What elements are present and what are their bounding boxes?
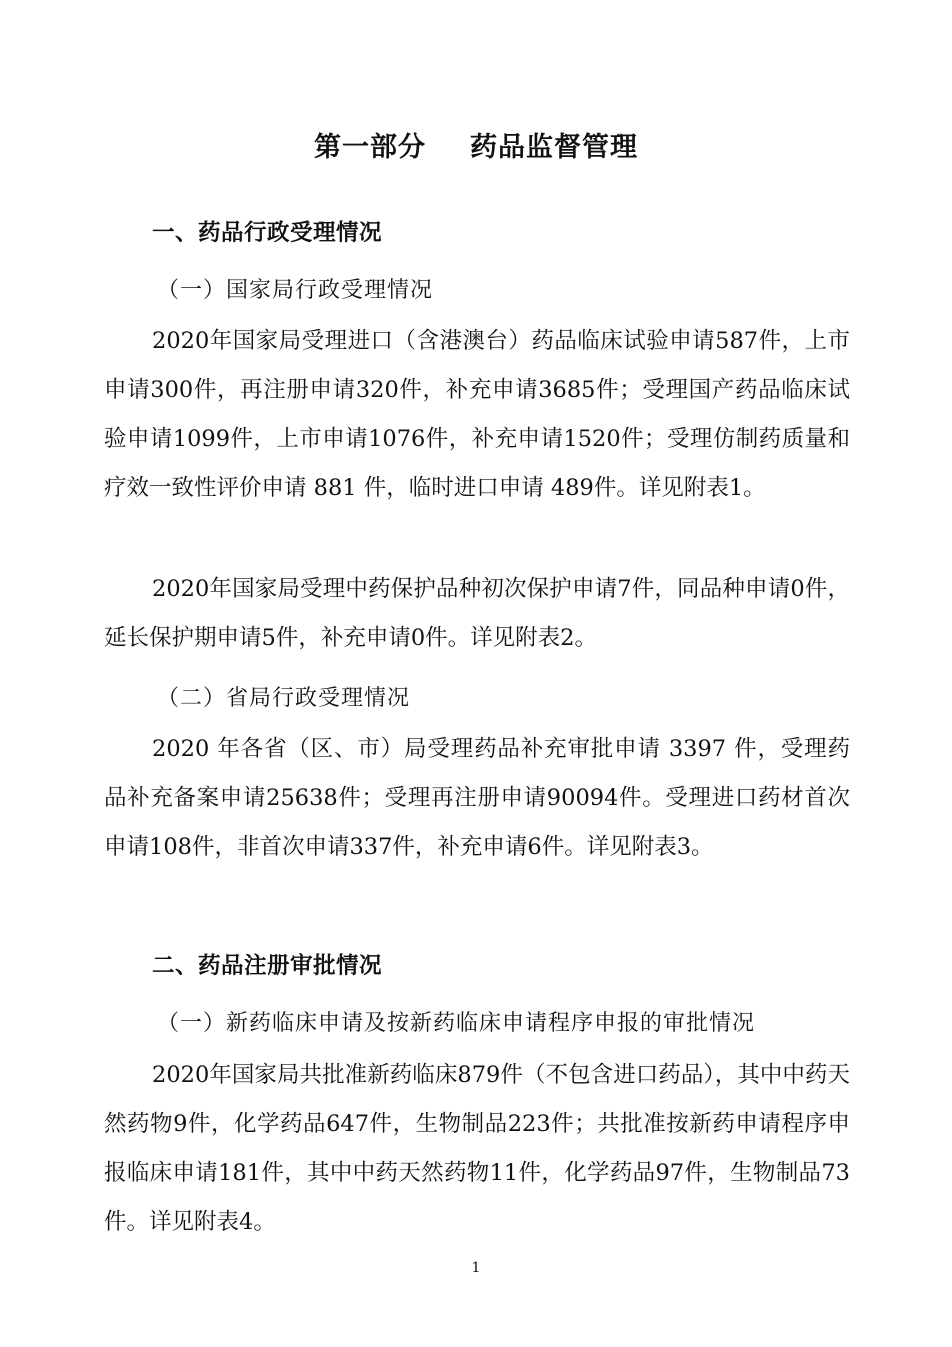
paragraph-2-1-1: 2020年国家局共批准新药临床879件（不包含进口药品），其中中药天然药物9件，化学药品647件，生物制品223件；共批准按新药申请程序申报临床申请181件，其中中药天然药物11件，化学药品97件，生物制品73件。详见附表4。 bbox=[104, 1062, 850, 1235]
paragraph-1-2-1: 2020 年各省（区、市）局受理药品补充审批申请 3397 件，受理药品补充备案申请25638件；受理再注册申请90094件。受理进口药材首次申请108件，非首次申请337件，补充申请6件。详见附表3。 bbox=[104, 736, 850, 860]
subsection-heading-1-2: （二）省局行政受理情况 bbox=[157, 686, 411, 711]
paragraph-1-1-1: 2020年国家局受理进口（含港澳台）药品临床试验申请587件，上市申请300件，再注册申请320件，补充申请3685件；受理国产药品临床试验申请1099件，上市申请1076件，补充申请1520件；受理仿制药质量和疗效一致性评价申请 881 件，临时进口申请 489件。详见附表1。 bbox=[104, 328, 850, 501]
subsection-heading-1-1: （一）国家局行政受理情况 bbox=[157, 278, 434, 303]
section-heading-1: 一、药品行政受理情况 bbox=[152, 220, 383, 246]
title-part: 第一部分 bbox=[314, 132, 426, 163]
subsection-heading-2-1: （一）新药临床申请及按新药临床申请程序申报的审批情况 bbox=[157, 1011, 756, 1036]
paragraph-1-1-2: 2020年国家局受理中药保护品种初次保护申请7件，同品种申请0件，延长保护期申请5件，补充申请0件。详见附表2。 bbox=[104, 576, 850, 651]
title-topic: 药品监督管理 bbox=[470, 132, 638, 163]
page-title bbox=[0, 128, 952, 168]
page-number: 1 bbox=[471, 1260, 481, 1276]
section-heading-2: 二、药品注册审批情况 bbox=[152, 953, 383, 979]
